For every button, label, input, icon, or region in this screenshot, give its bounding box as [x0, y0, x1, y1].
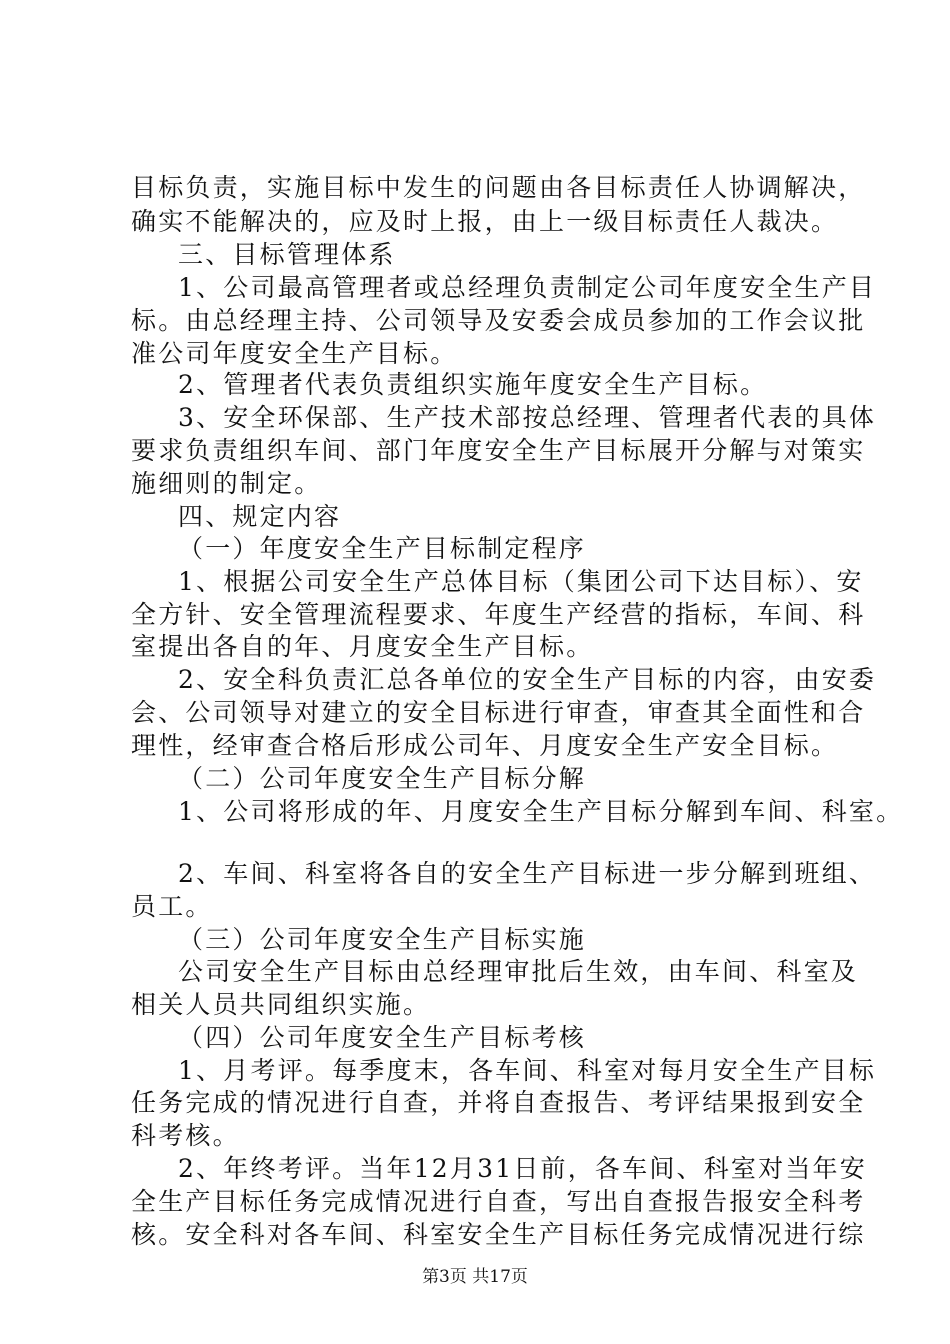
- text-line: 2、安全科负责汇总各单位的安全生产目标的内容，由安委: [178, 665, 877, 694]
- text-line: 公司安全生产目标由总经理审批后生效，由车间、科室及: [178, 957, 859, 986]
- text-line: 施细则的制定。: [131, 469, 322, 498]
- text-line: 全生产目标任务完成情况进行自查，写出自查报告报安全科考: [131, 1187, 866, 1216]
- text-line: 理性，经审查合格后形成公司年、月度安全生产安全目标。: [131, 731, 839, 760]
- text-line: 1、公司最高管理者或总经理负责制定公司年度安全生产目: [178, 273, 877, 302]
- text-line: 准公司年度安全生产目标。: [131, 339, 458, 368]
- subsection-heading: （二）公司年度安全生产目标分解: [178, 764, 587, 793]
- text-line: 员工。: [131, 892, 213, 921]
- text-line: 2、年终考评。当年12月31日前，各车间、科室对当年安: [178, 1154, 867, 1183]
- text-line: 1、公司将形成的年、月度安全生产目标分解到车间、科室。: [178, 797, 904, 826]
- text-line: 1、根据公司安全生产总体目标（集团公司下达目标）、安: [178, 567, 864, 596]
- text-line: 标。由总经理主持、公司领导及安委会成员参加的工作会议批: [131, 306, 866, 335]
- subsection-heading: （四）公司年度安全生产目标考核: [178, 1023, 587, 1052]
- text-line: 2、管理者代表负责组织实施年度安全生产目标。: [178, 370, 768, 399]
- text-line: 任务完成的情况进行自查，并将自查报告、考评结果报到安全: [131, 1088, 866, 1117]
- text-line: 要求负责组织车间、部门年度安全生产目标展开分解与对策实: [131, 436, 866, 465]
- text-line: 室提出各自的年、月度安全生产目标。: [131, 632, 594, 661]
- text-line: 全方针、安全管理流程要求、年度生产经营的指标，车间、科: [131, 600, 866, 629]
- page-number-footer: 第3页 共17页: [422, 1267, 528, 1287]
- section-heading: 四、规定内容: [178, 502, 342, 531]
- text-line: 确实不能解决的，应及时上报，由上一级目标责任人裁决。: [131, 207, 839, 236]
- text-line: 2、车间、科室将各自的安全生产目标进一步分解到班组、: [178, 859, 877, 888]
- subsection-heading: （三）公司年度安全生产目标实施: [178, 925, 587, 954]
- subsection-heading: （一）年度安全生产目标制定程序: [178, 534, 587, 563]
- text-line: 科考核。: [131, 1121, 240, 1150]
- text-line: 相关人员共同组织实施。: [131, 990, 431, 1019]
- text-line: 会、公司领导对建立的安全目标进行审查，审查其全面性和合: [131, 698, 866, 727]
- text-line: 目标负责，实施目标中发生的问题由各目标责任人协调解决，: [131, 173, 866, 202]
- text-line: 3、安全环保部、生产技术部按总经理、管理者代表的具体: [178, 403, 877, 432]
- text-line: 核。安全科对各车间、科室安全生产目标任务完成情况进行综: [131, 1220, 866, 1249]
- text-line: 1、月考评。每季度末，各车间、科室对每月安全生产目标: [178, 1056, 877, 1085]
- section-heading: 三、目标管理体系: [178, 240, 396, 269]
